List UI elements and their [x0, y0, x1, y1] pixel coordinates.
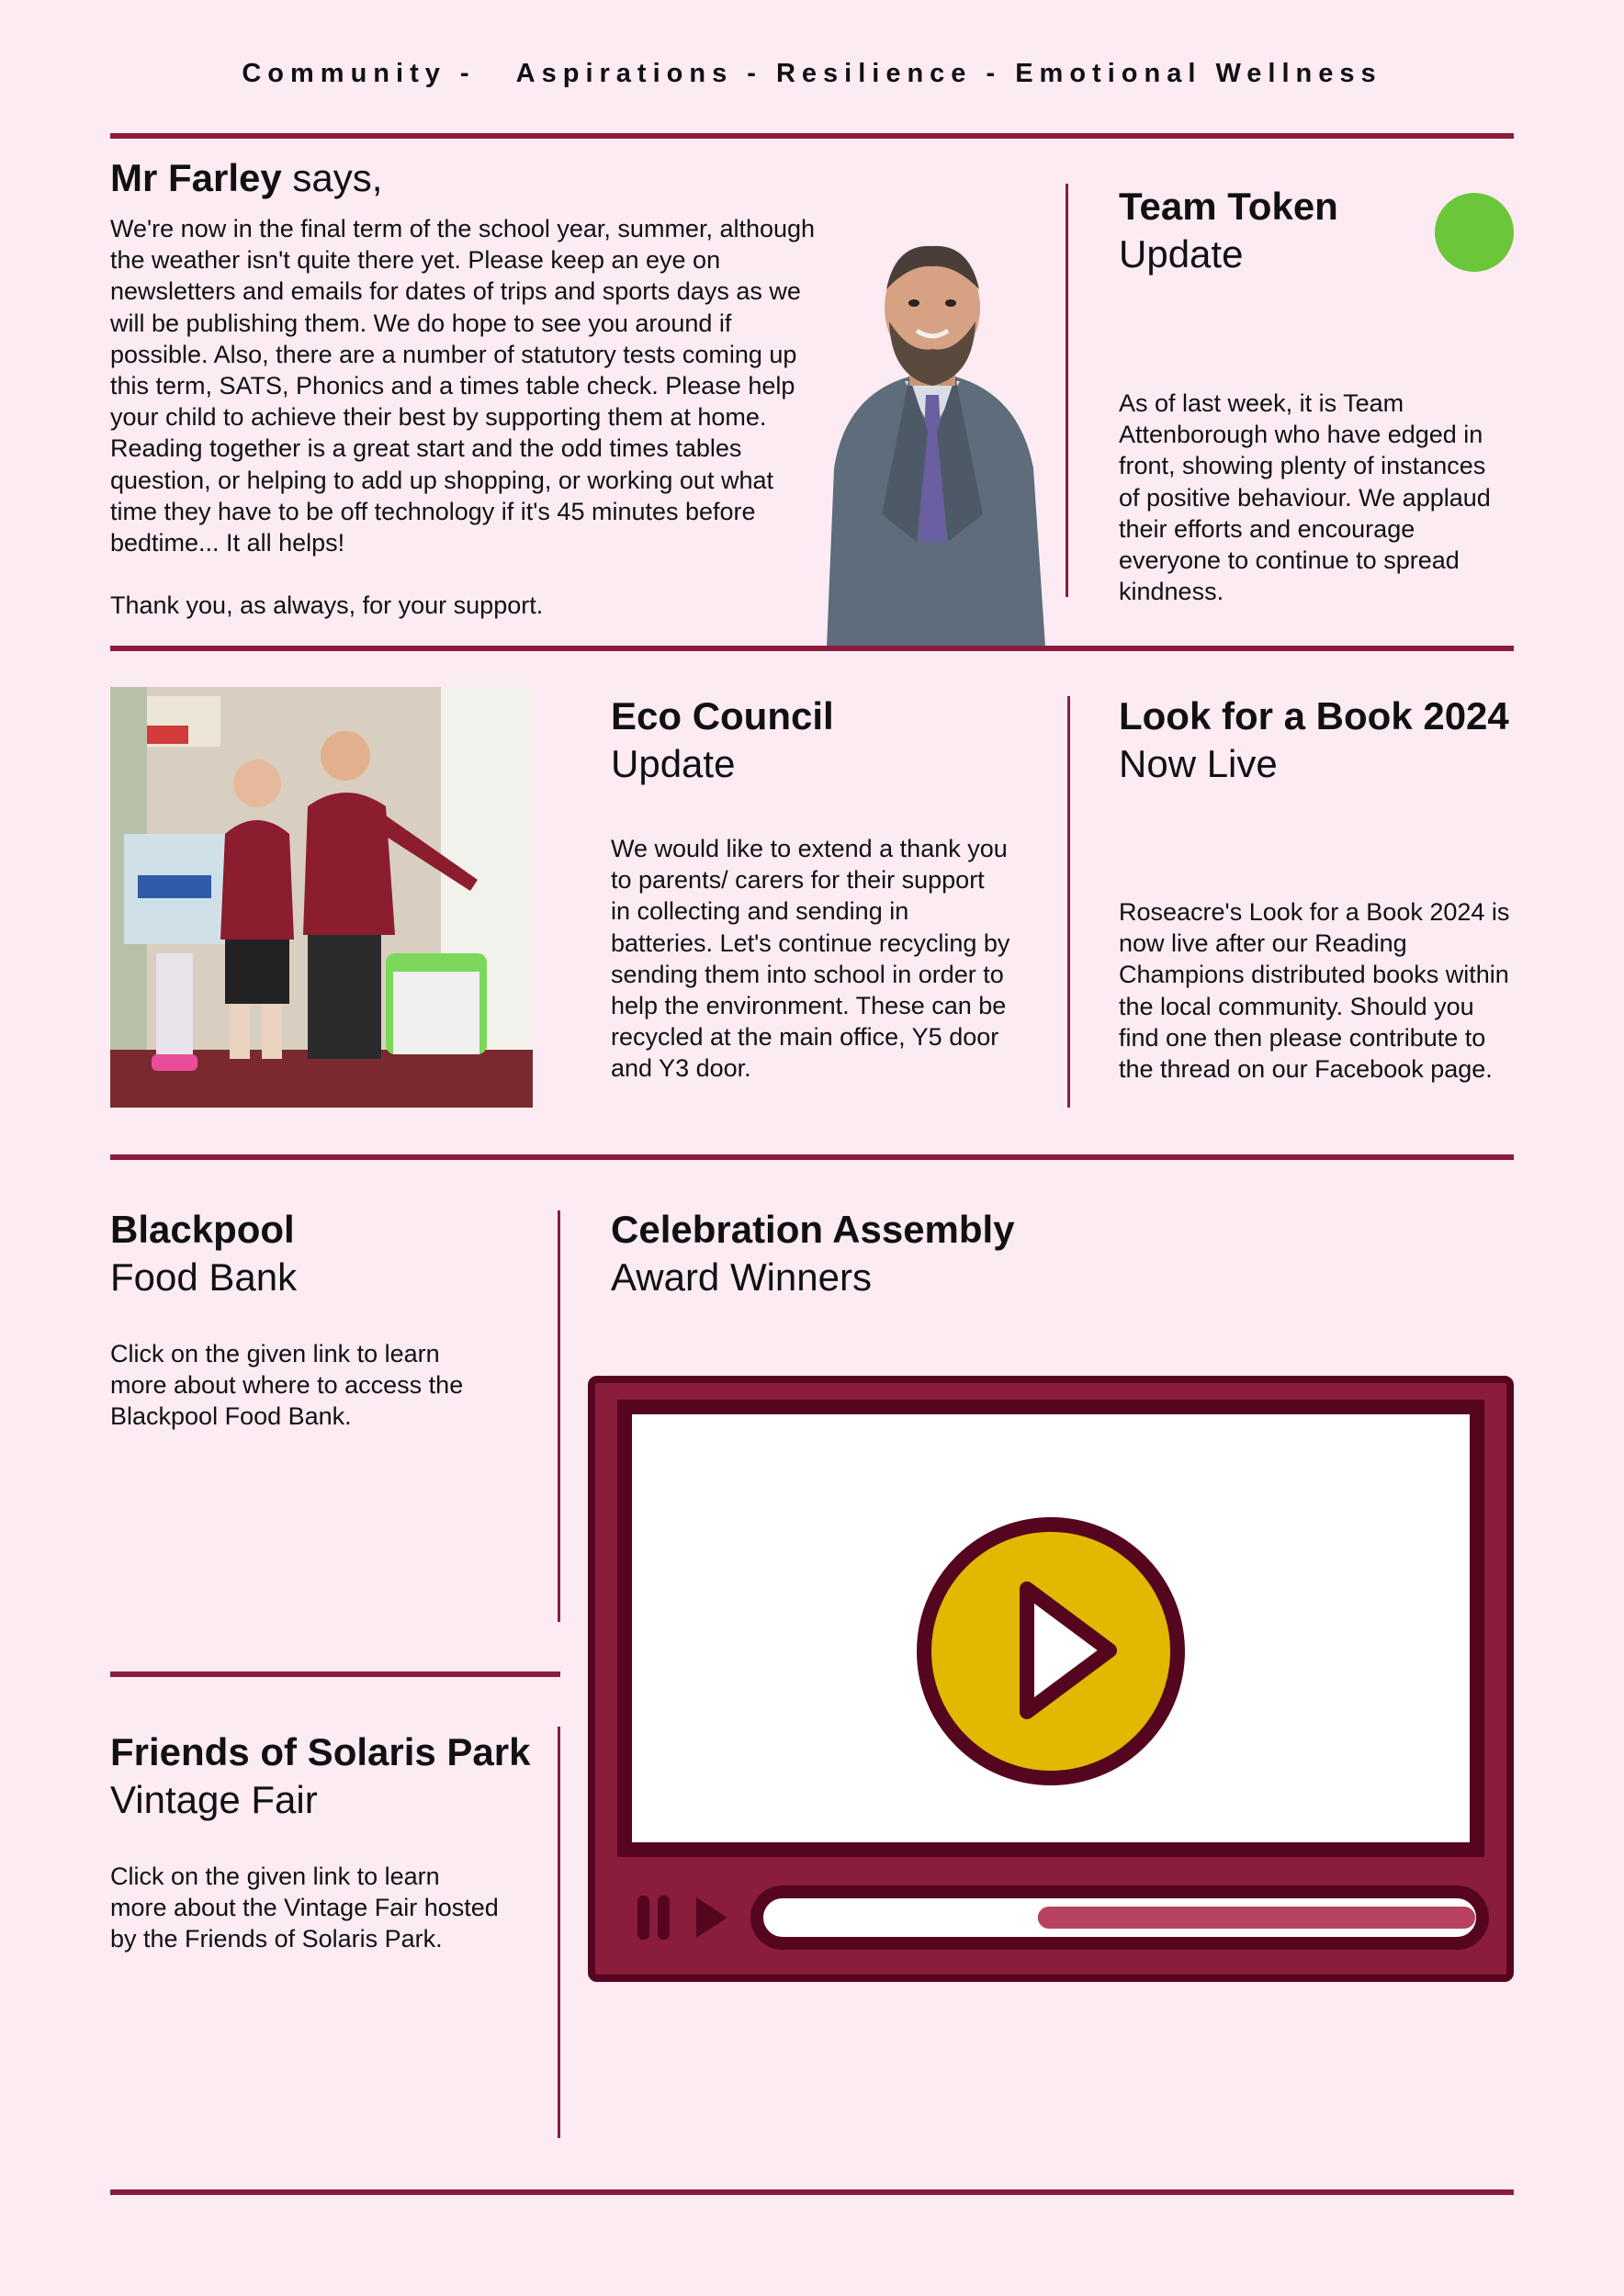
eco-book-divider [1067, 696, 1070, 1108]
section-divider-2 [110, 1154, 1514, 1160]
assembly-title: Celebration Assembly [611, 1208, 1015, 1251]
solaris-subtitle: Vintage Fair [110, 1778, 318, 1821]
look-for-book-subtitle: Now Live [1119, 742, 1278, 785]
footer-divider [110, 2189, 1514, 2195]
team-token-body: As of last week, it is Team Attenborough who have edged in front, showing plenty of instances of positive behaviour. We applaud their efforts and encourage everyone to continue to spread kindness. [1119, 389, 1491, 606]
look-for-book-title: Look for a Book 2024 [1119, 694, 1509, 737]
farley-heading [110, 154, 382, 202]
farley-name: Mr Farley [110, 156, 282, 199]
farley-token-divider [1066, 184, 1068, 597]
farley-says: says, [292, 156, 383, 199]
assembly-subtitle: Award Winners [611, 1255, 872, 1299]
solaris-divider [558, 1727, 560, 2138]
eco-council-photo-drawing [110, 687, 533, 1108]
eco-council-body: We would like to extend a thank you to parents/ carers for their support in collecting and sending in batteries. Let's continue recycling by sending them into school in order to help the environment. These can be recycled at the main office, Y5 door and Y3 door. [611, 835, 1010, 1083]
school-motto: Community - Aspirations - Resilience - Emotional Wellness [242, 59, 1382, 88]
solaris-title: Friends of Solaris Park [110, 1730, 531, 1773]
food-solaris-divider [110, 1671, 560, 1677]
food-bank-title: Blackpool [110, 1208, 295, 1251]
look-for-book-body: Roseacre's Look for a Book 2024 is now live after our Reading Champions distributed books within the local community. Should you find one then please contribute to the thread on our Facebook page. [1119, 898, 1510, 1084]
section-divider-1 [110, 646, 1514, 651]
food-bank-subtitle: Food Bank [110, 1255, 298, 1299]
header-divider [110, 133, 1514, 139]
progress-fill [1038, 1907, 1475, 1929]
farley-portrait-drawing [808, 239, 1056, 647]
assembly-video-player[interactable] [588, 1376, 1514, 1982]
farley-portrait [808, 239, 1056, 647]
video-player-graphic [588, 1376, 1514, 1982]
food-bank-body: Click on the given link to learn more about where to access the Blackpool Food Bank. [110, 1340, 464, 1431]
team-token-dot [1435, 193, 1514, 272]
farley-message: We're now in the final term of the school year, summer, although the weather isn't quite there yet. Please keep an eye on newsletters and emails for dates of trips and sports days as we will be publishing them. We do hope to see you around if possible. Also, there are a number of statutory tests coming up this term, SATS, Phonics and a times table check. Please help your child to achieve their best by supporting them at home. Reading together is a great start and the odd times tables question, or helping to add up shopping, or working out what time they have to be off technology if it's 45 minutes before bedtime... It all helps! Thank you, as always, for your support. [110, 215, 816, 620]
team-token-subtitle: Update [1119, 232, 1244, 276]
eco-council-title: Eco Council [611, 694, 834, 737]
team-token-title: Team Token [1119, 185, 1338, 228]
eco-council-subtitle: Update [611, 742, 736, 785]
food-bank-divider [558, 1210, 560, 1622]
eco-council-photo [110, 687, 533, 1108]
play-icon[interactable] [924, 1525, 1178, 1778]
solaris-body: Click on the given link to learn more about the Vintage Fair hosted by the Friends of Solaris Park. [110, 1863, 499, 1953]
